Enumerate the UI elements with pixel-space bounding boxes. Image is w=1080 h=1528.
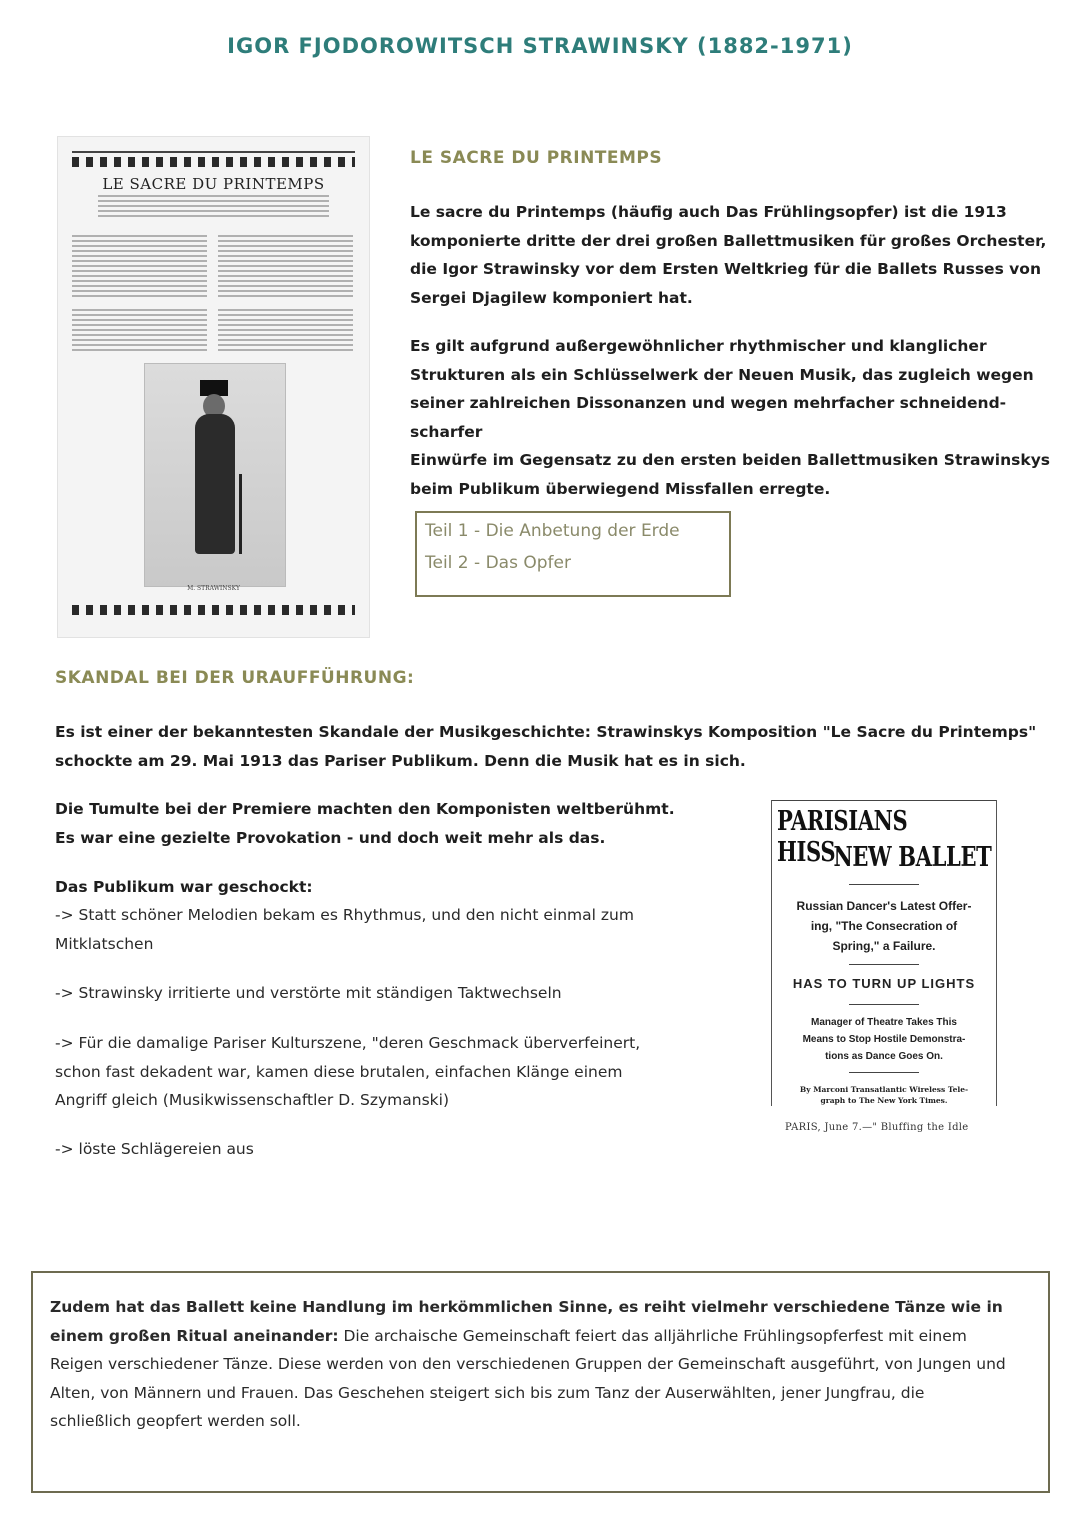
section1-paragraph2: Es gilt aufgrund außergewöhnlicher rhythmischer und klanglicher Strukturen als ein Schlüsselwerk der Neuen Musik, das zugleich wegen seiner zahlreichen Dissonanzen und wegen mehrfacher schneidend-scharfer Einwürfe im Gegensatz zu den ersten beiden Ballettmusiken Strawinskys beim Publikum überwiegend Missfallen erregte. — [410, 337, 1051, 498]
clipping-divider — [849, 1072, 919, 1073]
newspaper-clipping-image — [771, 800, 997, 1138]
page-title: IGOR FJODOROWITSCH STRAWINSKY (1882-1971) — [227, 34, 853, 58]
bullet-2: -> Strawinsky irritierte und verstörte mit ständigen Taktwechseln — [55, 984, 562, 1002]
cane-shape — [239, 474, 242, 554]
summary-bold: Zudem hat das Ballett keine Handlung im herkömmlichen Sinne, es reiht vielmehr verschiedene Tänze wie in einem großen Ritual aneinander: — [50, 1298, 1003, 1345]
summary-text — [50, 1293, 1010, 1436]
bullet-3: -> Für die damalige Pariser Kulturszene, "deren Geschmack überverfeinert, schon fast dekadent war, kamen diese brutalen, einfachen Klänge einem Angriff gleich (Musikwissenschaftler D. Szymanski) — [55, 1034, 641, 1109]
clipping-divider — [849, 1004, 919, 1005]
poster-cast-right — [218, 235, 353, 297]
summary-regular: Die archaische Gemeinschaft feiert das alljährliche Frühlingsopferfest mit einem Reigen verschiedener Tänze. Diese werden von den verschiedenen Gruppen der Gemeinschaft ausgeführt, von Jungen und Alten, von Männern und Frauen. Das Geschehen steigert sich bis zum Tanz der Auserwählten, jener Jungfrau, die schließlich geopfert werden soll. — [50, 1326, 1006, 1430]
poster-border-pattern — [72, 157, 355, 167]
poster-caption: M. STRAWINSKY — [187, 585, 240, 592]
part1-label: Teil 1 - Die Anbetung der Erde — [425, 521, 680, 541]
ballet-poster-image — [57, 136, 370, 638]
ballet-parts-box — [415, 511, 731, 597]
newspaper-deck-1: Russian Dancer's Latest Offer- ing, "The Consecration of Spring," a Failure. — [796, 899, 972, 953]
newspaper-headline-1: PARISIANS HISS — [777, 806, 908, 868]
scandal-intro: Es ist einer der bekanntesten Skandale der Musikgeschichte: Strawinskys Komposition "Le Sacre du Printemps" schockte am 29. Mai 1913 das Pariser Publikum. Denn die Musik hat es in sich. — [55, 723, 1037, 770]
poster-rule — [72, 151, 355, 153]
tumult-paragraph: Die Tumulte bei der Premiere machten den Komponisten weltberühmt. Es war eine gezielte Provokation - und doch weit mehr als das. — [55, 800, 675, 847]
newspaper-deck-2: HAS TO TURN UP LIGHTS — [792, 976, 976, 991]
newspaper-byline: By Marconi Transatlantic Wireless Tele- graph to The New York Times. — [799, 1085, 969, 1105]
shocked-heading: Das Publikum war geschockt: — [55, 878, 313, 896]
newspaper-headline-2: NEW BALLET — [833, 842, 991, 873]
poster-act2-right — [218, 309, 353, 351]
section1-heading: LE SACRE DU PRINTEMPS — [410, 148, 663, 168]
section2-heading: SKANDAL BEI DER URAUFFÜHRUNG: — [55, 668, 415, 688]
newspaper-deck-3: Manager of Theatre Takes This Means to Stop Hostile Demonstra- tions as Dance Goes On. — [802, 1017, 966, 1062]
poster-title: LE SACRE DU PRINTEMPS — [102, 175, 325, 193]
bullet-4: -> löste Schlägereien aus — [55, 1140, 254, 1158]
poster-act2-left — [72, 309, 207, 351]
bullet-1: -> Statt schöner Melodien bekam es Rhythmus, und den nicht einmal zum Mitklatschen — [55, 906, 634, 953]
newspaper-dateline: PARIS, June 7.—" Bluffing the Idle — [785, 1122, 969, 1133]
poster-border-pattern-bottom — [72, 605, 355, 615]
clipping-divider — [849, 964, 919, 965]
ballet-summary-box — [31, 1271, 1050, 1493]
part2-label: Teil 2 - Das Opfer — [425, 553, 571, 573]
strawinsky-photo — [144, 363, 286, 587]
poster-credits-text — [98, 195, 329, 219]
suit-shape — [195, 414, 235, 554]
section1-paragraph1: Le sacre du Printemps (häufig auch Das Frühlingsopfer) ist die 1913 komponierte dritte der drei großen Ballettmusiken für großes Orchester, die Igor Strawinsky vor dem Ersten Weltkrieg für die Ballets Russes von Sergei Djagilew komponiert hat. — [410, 203, 1047, 307]
clipping-divider — [849, 884, 919, 885]
poster-cast-left — [72, 235, 207, 297]
